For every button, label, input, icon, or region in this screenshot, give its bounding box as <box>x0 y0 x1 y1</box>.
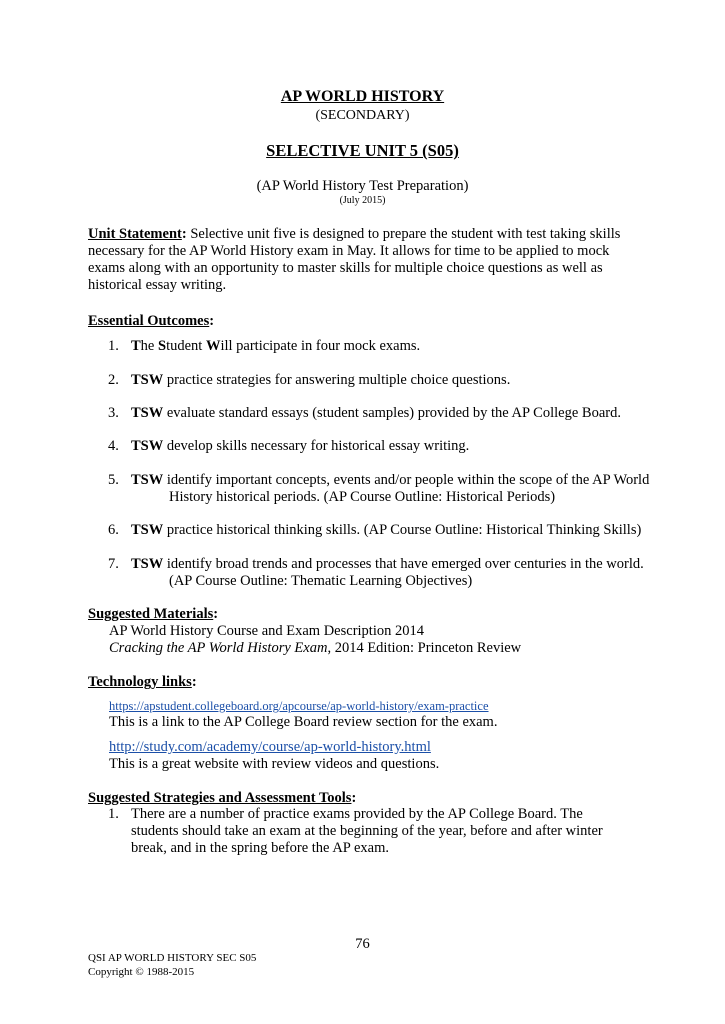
outcome-number: 5. <box>108 472 119 488</box>
outcome-number: 3. <box>108 405 119 421</box>
document-subtitle: (SECONDARY) <box>315 108 410 123</box>
outcome-text <box>131 522 651 539</box>
footer-doc-code: QSI AP WORLD HISTORY SEC S05 <box>88 952 257 964</box>
outcome-tsw: TSW <box>131 522 164 538</box>
suggested-materials-label: Suggested Materials <box>88 606 214 622</box>
outcome-initial: W <box>205 338 221 354</box>
unit-statement-colon: : <box>181 226 187 242</box>
suggested-materials-colon: : <box>213 606 219 622</box>
technology-links-heading <box>88 674 648 691</box>
outcome-tsw: TSW <box>131 405 164 421</box>
outcome-fragment: he <box>140 338 158 354</box>
link-description: This is a great website with review videos and questions. <box>109 756 440 772</box>
strategy-line: There are a number of practice exams provided by the AP College Board. The <box>131 806 583 822</box>
unit-statement-line: historical essay writing. <box>88 277 227 293</box>
outcome-fragment: evaluate standard essays (student samples) provided by the AP College Board. <box>163 405 621 421</box>
link-row <box>109 739 669 756</box>
strategies-label: Suggested Strategies and Assessment Tools <box>88 790 352 806</box>
unit-statement-text: Selective unit five is designed to prepare the student with test taking skills <box>186 226 621 242</box>
strategy-text <box>131 806 671 857</box>
outcome-text <box>131 438 651 455</box>
outcome-fragment: practice strategies for answering multiple choice questions. <box>163 372 511 388</box>
unit-title: SELECTIVE UNIT 5 (S05) <box>266 141 459 160</box>
outcome-number: 1. <box>108 338 119 354</box>
outcome-initial: T <box>131 338 141 354</box>
document-title: AP WORLD HISTORY <box>280 88 445 105</box>
technology-links-colon: : <box>191 674 197 690</box>
outcome-number: 2. <box>108 372 119 388</box>
outcome-tsw: TSW <box>131 556 164 572</box>
outcome-fragment: identify broad trends and processes that have emerged over centuries in the world. <box>163 556 644 572</box>
strategies-heading <box>88 790 648 807</box>
unit-subtitle: (AP World History Test Preparation) <box>256 178 469 194</box>
unit-statement <box>88 226 648 294</box>
page-number: 76 <box>355 936 370 952</box>
footer-copyright: Copyright © 1988-2015 <box>88 966 195 978</box>
unit-statement-line <box>88 226 648 243</box>
outcome-tsw: TSW <box>131 472 164 488</box>
outcome-text <box>131 372 651 389</box>
outcome-fragment: ill participate in four mock exams. <box>220 338 421 354</box>
outcome-text <box>131 338 651 355</box>
outcome-number: 6. <box>108 522 119 538</box>
material-book-edition: , 2014 Edition: Princeton Review <box>327 640 522 656</box>
essential-outcomes-heading <box>88 313 648 330</box>
material-book-title: Cracking the AP World History Exam <box>109 640 328 656</box>
outcome-number: 4. <box>108 438 119 454</box>
outcome-text <box>131 556 651 590</box>
outcome-fragment: tudent <box>166 338 206 354</box>
unit-statement-line: necessary for the AP World History exam in May. It allows for time to be applied to mock <box>88 243 610 259</box>
material-item <box>109 640 669 657</box>
strategy-number: 1. <box>108 806 119 822</box>
material-item: AP World History Course and Exam Description 2014 <box>109 623 424 639</box>
collegeboard-link[interactable]: https://apstudent.collegeboard.org/apcourse/ap-world-history/exam-practice <box>109 699 489 713</box>
unit-statement-line: exams along with an opportunity to master skills for multiple choice questions as well as <box>88 260 603 276</box>
outcome-text <box>131 405 651 422</box>
outcome-fragment: practice historical thinking skills. (AP Course Outline: Historical Thinking Skills) <box>163 522 642 538</box>
outcome-fragment: identify important concepts, events and/or people within the scope of the AP World <box>163 472 650 488</box>
outcome-tsw: TSW <box>131 438 164 454</box>
link-row <box>109 698 669 715</box>
study-com-link[interactable]: http://study.com/academy/course/ap-world-history.html <box>109 739 431 755</box>
unit-date: (July 2015) <box>339 195 386 206</box>
suggested-materials-heading <box>88 606 648 623</box>
strategy-line: break, and in the spring before the AP exam. <box>131 840 389 856</box>
unit-statement-label: Unit Statement <box>88 226 182 242</box>
strategy-line: students should take an exam at the beginning of the year, before and after winter <box>131 823 603 839</box>
outcome-text <box>131 472 651 506</box>
essential-outcomes-label: Essential Outcomes <box>88 313 210 329</box>
technology-links-label: Technology links <box>88 674 192 690</box>
outcome-fragment: develop skills necessary for historical essay writing. <box>163 438 470 454</box>
outcome-number: 7. <box>108 556 119 572</box>
outcome-initial: S <box>157 338 167 354</box>
outcome-continuation: (AP Course Outline: Thematic Learning Objectives) <box>169 573 473 589</box>
link-description: This is a link to the AP College Board review section for the exam. <box>109 714 498 730</box>
outcome-continuation: History historical periods. (AP Course Outline: Historical Periods) <box>169 489 556 505</box>
essential-outcomes-colon: : <box>209 313 215 329</box>
outcome-tsw: TSW <box>131 372 164 388</box>
strategies-colon: : <box>351 790 357 806</box>
